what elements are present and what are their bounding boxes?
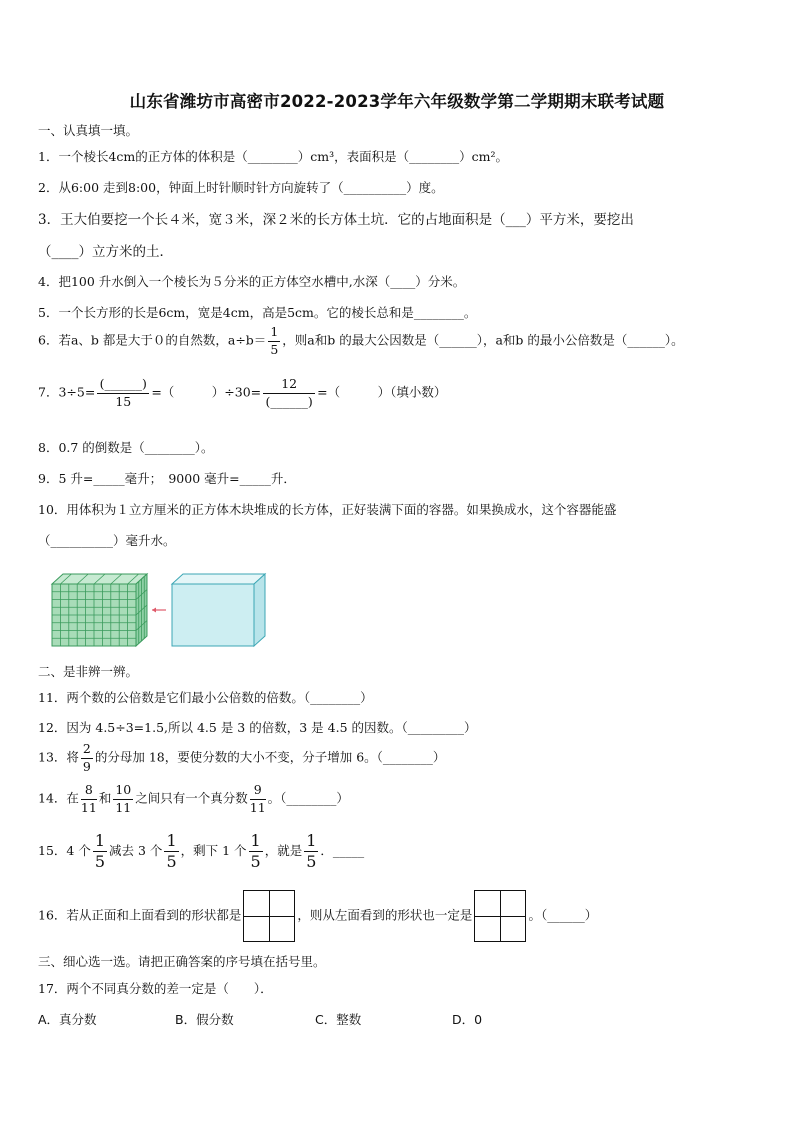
question-3-line1: 3．王大伯要挖一个长４米，宽３米，深２米的长方体土坑．它的占地面积是（___）平方米，要挖出 (38, 212, 634, 228)
q14-fraction-2 (113, 784, 133, 814)
q14-f2-den: 11 (115, 799, 132, 815)
q15-f3-den: 5 (250, 852, 261, 871)
four-square-grid-icon (243, 890, 295, 942)
question-12: 12．因为 4.5÷3=1.5,所以 4.5 是 3 的倍数，3 是 4.5 的因数。（_________） (38, 720, 477, 735)
q15-text-3: ，就是 (264, 843, 303, 858)
q14-f3-num: 9 (250, 784, 266, 800)
q7-text-post: =（ ）（填小数） (317, 384, 447, 400)
q13-text-post: 的分母加 18，要使分数的大小不变，分子增加 6。（________） (94, 749, 446, 765)
section-2-heading: 二、是非辨一辨。 (38, 664, 139, 679)
q15-text-2: ，剩下 1 个 (180, 843, 247, 858)
q17-option-c[interactable]: C．整数 (315, 1012, 362, 1027)
question-4: 4．把100 升水倒入一个棱长为５分米的正方体空水槽中,水深（____）分米。 (38, 274, 466, 289)
q13-frac-num: 2 (81, 743, 93, 759)
q15-fraction-4 (304, 833, 318, 870)
q14-f1-den: 11 (80, 799, 97, 815)
q6-text-pre: 6．若a、b 都是大于０的自然数，a÷b＝ (38, 332, 267, 348)
q14-fraction-3 (250, 784, 266, 814)
container-box-diagram (172, 574, 265, 646)
q7-text-mid: =（ ）÷30= (151, 384, 262, 400)
four-square-grid-icon (474, 890, 526, 942)
q15-f4-num: 1 (306, 831, 317, 850)
question-8: 8．0.7 的倒数是（________）。 (38, 440, 214, 455)
question-17: 17．两个不同真分数的差一定是（ ）． (38, 981, 273, 996)
question-1: 1．一个棱长4cm的正方体的体积是（________）cm³，表面积是（________）cm²。 (38, 149, 508, 164)
q16-text-mid: ，则从左面看到的形状也一定是 (297, 907, 473, 923)
q15-f4-den: 5 (306, 852, 317, 871)
question-10-line2: （__________）毫升水。 (38, 533, 176, 548)
q6-text-post: ，则a和b 的最大公因数是（______），a和b 的最小公倍数是（______）。 (282, 332, 684, 348)
q17-option-a[interactable]: A．真分数 (38, 1012, 97, 1027)
question-15 (38, 833, 364, 870)
q17-option-d[interactable]: D．0 (452, 1012, 483, 1027)
q14-f3-den: 11 (249, 799, 266, 815)
question-6 (38, 326, 684, 356)
section-1-heading: 一、认真填一填。 (38, 123, 139, 138)
question-16 (38, 890, 597, 942)
q7-f2-num: 12 (263, 378, 315, 394)
q7-f2-den: (______) (265, 393, 313, 409)
question-7 (38, 378, 446, 408)
q7-f1-den: 15 (115, 393, 132, 409)
q15-f2-num: 1 (166, 831, 177, 850)
q15-f2-den: 5 (166, 852, 177, 871)
q13-fraction (81, 743, 93, 773)
q7-text-pre: 7．3÷5= (38, 384, 96, 400)
q14-text-post: 。（________） (267, 790, 349, 806)
q15-text-post: ．_____ (320, 843, 365, 858)
q14-text-pre: 14．在 (38, 790, 79, 806)
section-3-heading: 三、细心选一选。请把正确答案的序号填在括号里。 (38, 954, 326, 969)
q15-f1-num: 1 (94, 831, 106, 850)
q15-fraction-1 (93, 833, 107, 870)
q15-fraction-3 (249, 833, 263, 870)
q14-text-and: 和 (98, 790, 112, 806)
question-11: 11．两个数的公倍数是它们最小公倍数的倍数。（________） (38, 690, 373, 705)
q7-fraction-2 (263, 378, 315, 408)
question-5: 5．一个长方形的长是6cm，宽是4cm，高是5cm。它的棱长总和是________。 (38, 305, 477, 320)
q6-fraction (268, 326, 280, 356)
question-10-line1: 10．用体积为１立方厘米的正方体木块堆成的长方体，正好装满下面的容器。如果换成水，这个容器能盛 (38, 502, 617, 517)
q16-text-pre: 16．若从正面和上面看到的形状都是 (38, 907, 242, 923)
q14-text-mid: 之间只有一个真分数 (135, 790, 248, 806)
cube-stack-diagram (52, 574, 147, 646)
page-title: 山东省潍坊市高密市2022-2023学年六年级数学第二学期期末联考试题 (129, 92, 665, 111)
q10-figure (48, 570, 270, 650)
q15-f1-den: 5 (94, 852, 106, 871)
q15-text-1: 减去 3 个 (109, 843, 163, 858)
q14-f2-num: 10 (113, 784, 133, 800)
q17-option-b[interactable]: B．假分数 (175, 1012, 234, 1027)
q15-text-pre: 15．4 个 (38, 843, 91, 858)
arrow-icon (152, 608, 166, 613)
q15-fraction-2 (164, 833, 178, 870)
q13-text-pre: 13．将 (38, 749, 79, 765)
q13-frac-den: 9 (82, 758, 91, 774)
question-13 (38, 743, 445, 773)
question-3-line2: （____）立方米的土． (38, 244, 173, 260)
question-2: 2．从6:00 走到8:00，钟面上时针顺时针方向旋转了（__________）度。 (38, 180, 444, 195)
question-9: 9．5 升=_____毫升； 9000 毫升=_____升． (38, 471, 296, 486)
question-14 (38, 784, 349, 814)
q6-frac-num: 1 (268, 326, 280, 342)
q16-text-post: 。（______） (528, 907, 598, 923)
q6-frac-den: 5 (270, 341, 279, 357)
q14-fraction-1 (81, 784, 97, 814)
q7-fraction-1 (97, 378, 149, 408)
q7-f1-num: (______) (97, 378, 149, 394)
q15-f3-num: 1 (250, 831, 261, 850)
q14-f1-num: 8 (81, 784, 97, 800)
